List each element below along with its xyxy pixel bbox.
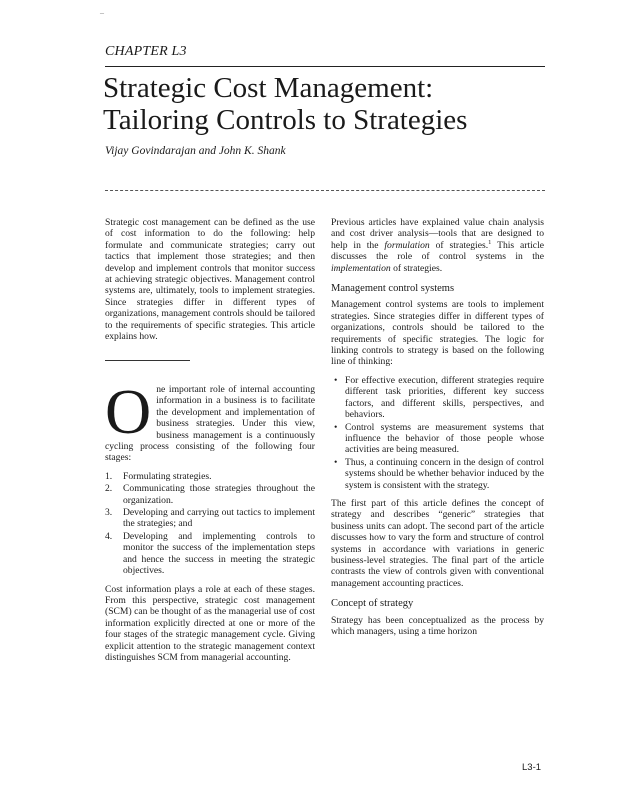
list-text: Communicating those strategies throughout the organization. bbox=[123, 483, 315, 506]
title-line-2: Tailoring Controls to Strategies bbox=[103, 104, 468, 136]
bullet-list bbox=[331, 375, 544, 491]
text-run: Previous articles have explained value chain analysis and cost driver analysis—tools that are designed to help in the bbox=[331, 217, 544, 251]
emphasis: formulation bbox=[384, 239, 430, 251]
drop-cap: O bbox=[105, 384, 152, 447]
list-item bbox=[105, 507, 315, 530]
list-number: 2. bbox=[105, 483, 113, 495]
section-divider bbox=[105, 190, 545, 191]
list-item bbox=[105, 531, 315, 577]
list-item bbox=[105, 471, 315, 482]
bullet-item bbox=[331, 375, 544, 421]
bullet-icon: • bbox=[334, 421, 338, 433]
subheading-management-control: Management control systems bbox=[331, 283, 455, 295]
list-number: 3. bbox=[105, 507, 113, 519]
list-item bbox=[105, 483, 315, 506]
title-line-1: Strategic Cost Management: bbox=[103, 72, 434, 104]
chapter-label: CHAPTER L3 bbox=[105, 44, 187, 59]
page-number: L3-1 bbox=[522, 762, 542, 773]
abstract-rule bbox=[105, 360, 190, 361]
abstract-text: Strategic cost management can be defined as the use of cost information to do the following: help formulate and communicate strategies; carry out tactics that implement those strategies; and then develop and implement controls that monitor success at achieving strategic objectives. Management control systems are, ultimately, tools to implement strategies. Since strategies differ in different types of organizations, management controls should be tailored to the requirements of specific strategies. This article explains how. bbox=[105, 217, 315, 343]
left-column-body bbox=[105, 384, 315, 670]
stages-list bbox=[105, 471, 315, 577]
bullet-item bbox=[331, 422, 544, 456]
bullet-text: Thus, a continuing concern in the design of control systems should be whether behavior induced by the system is consistent with the strategy. bbox=[345, 456, 544, 491]
list-text: Developing and implementing controls to monitor the success of the implementation steps and hence the success in meeting the strategic objectives. bbox=[123, 530, 315, 577]
emphasis: implementation bbox=[331, 262, 391, 274]
subheading-concept-of-strategy: Concept of strategy bbox=[331, 598, 414, 610]
text-run: of strategies. bbox=[429, 239, 489, 251]
abstract bbox=[105, 217, 315, 349]
previous-articles-paragraph bbox=[331, 217, 544, 274]
bullet-icon: • bbox=[334, 456, 338, 468]
scan-speck: – bbox=[100, 8, 104, 17]
article-structure-paragraph: The first part of this article defines the concept of strategy and describes “generic” strategies that business units can adopt. The second part of the article discusses how to vary the form and structure of control systems in accordance with variations in generic business-level strategies. The final part of the article contrasts the view of controls given with conventional management accounting practices. bbox=[331, 497, 544, 589]
list-number: 4. bbox=[105, 530, 113, 542]
list-text: Developing and carrying out tactics to implement the strategies; and bbox=[123, 507, 315, 530]
text-run: of strategies. bbox=[390, 262, 443, 274]
intro-text: ne important role of internal accounting information in a business is to facilitate the development and implementation of business strategies. Under this view, business management is a continuously cycling process consisting of the following four stages: bbox=[105, 384, 315, 464]
intro-paragraph bbox=[105, 384, 315, 464]
right-column bbox=[331, 217, 544, 644]
header-rule bbox=[105, 66, 545, 67]
strategy-paragraph: Strategy has been conceptualized as the process by which managers, using a time horizon bbox=[331, 614, 544, 637]
footnote-ref: 1 bbox=[488, 238, 492, 246]
management-control-paragraph: Management control systems are tools to implement strategies. Since strategies differ in different types of organizations, controls should be tailored to the requirements of specific strategies. The logic for linking controls to strategy is based on the following line of thinking: bbox=[331, 299, 544, 368]
authors: Vijay Govindarajan and John K. Shank bbox=[105, 145, 286, 157]
bullet-icon: • bbox=[334, 374, 338, 386]
text-run: This article discusses the role of control systems in the bbox=[331, 239, 544, 263]
bullet-item bbox=[331, 457, 544, 491]
article-title bbox=[103, 72, 543, 136]
bullet-text: For effective execution, different strategies require different task priorities, different key success factors, and different skills, perspectives, and behaviors. bbox=[345, 374, 544, 421]
cost-information-paragraph: Cost information plays a role at each of these stages. From this perspective, strategic cost management (SCM) can be thought of as the managerial use of cost information explicitly directed at one or more of the four stages of the strategic management cycle. Giving explicit attention to the strategic management context distinguishes SCM from managerial accounting. bbox=[105, 583, 315, 663]
bullet-text: Control systems are measurement systems that influence the behavior of those people whose activities are being measured. bbox=[345, 421, 544, 456]
list-text: Formulating strategies. bbox=[123, 470, 212, 482]
list-number: 1. bbox=[105, 470, 113, 482]
